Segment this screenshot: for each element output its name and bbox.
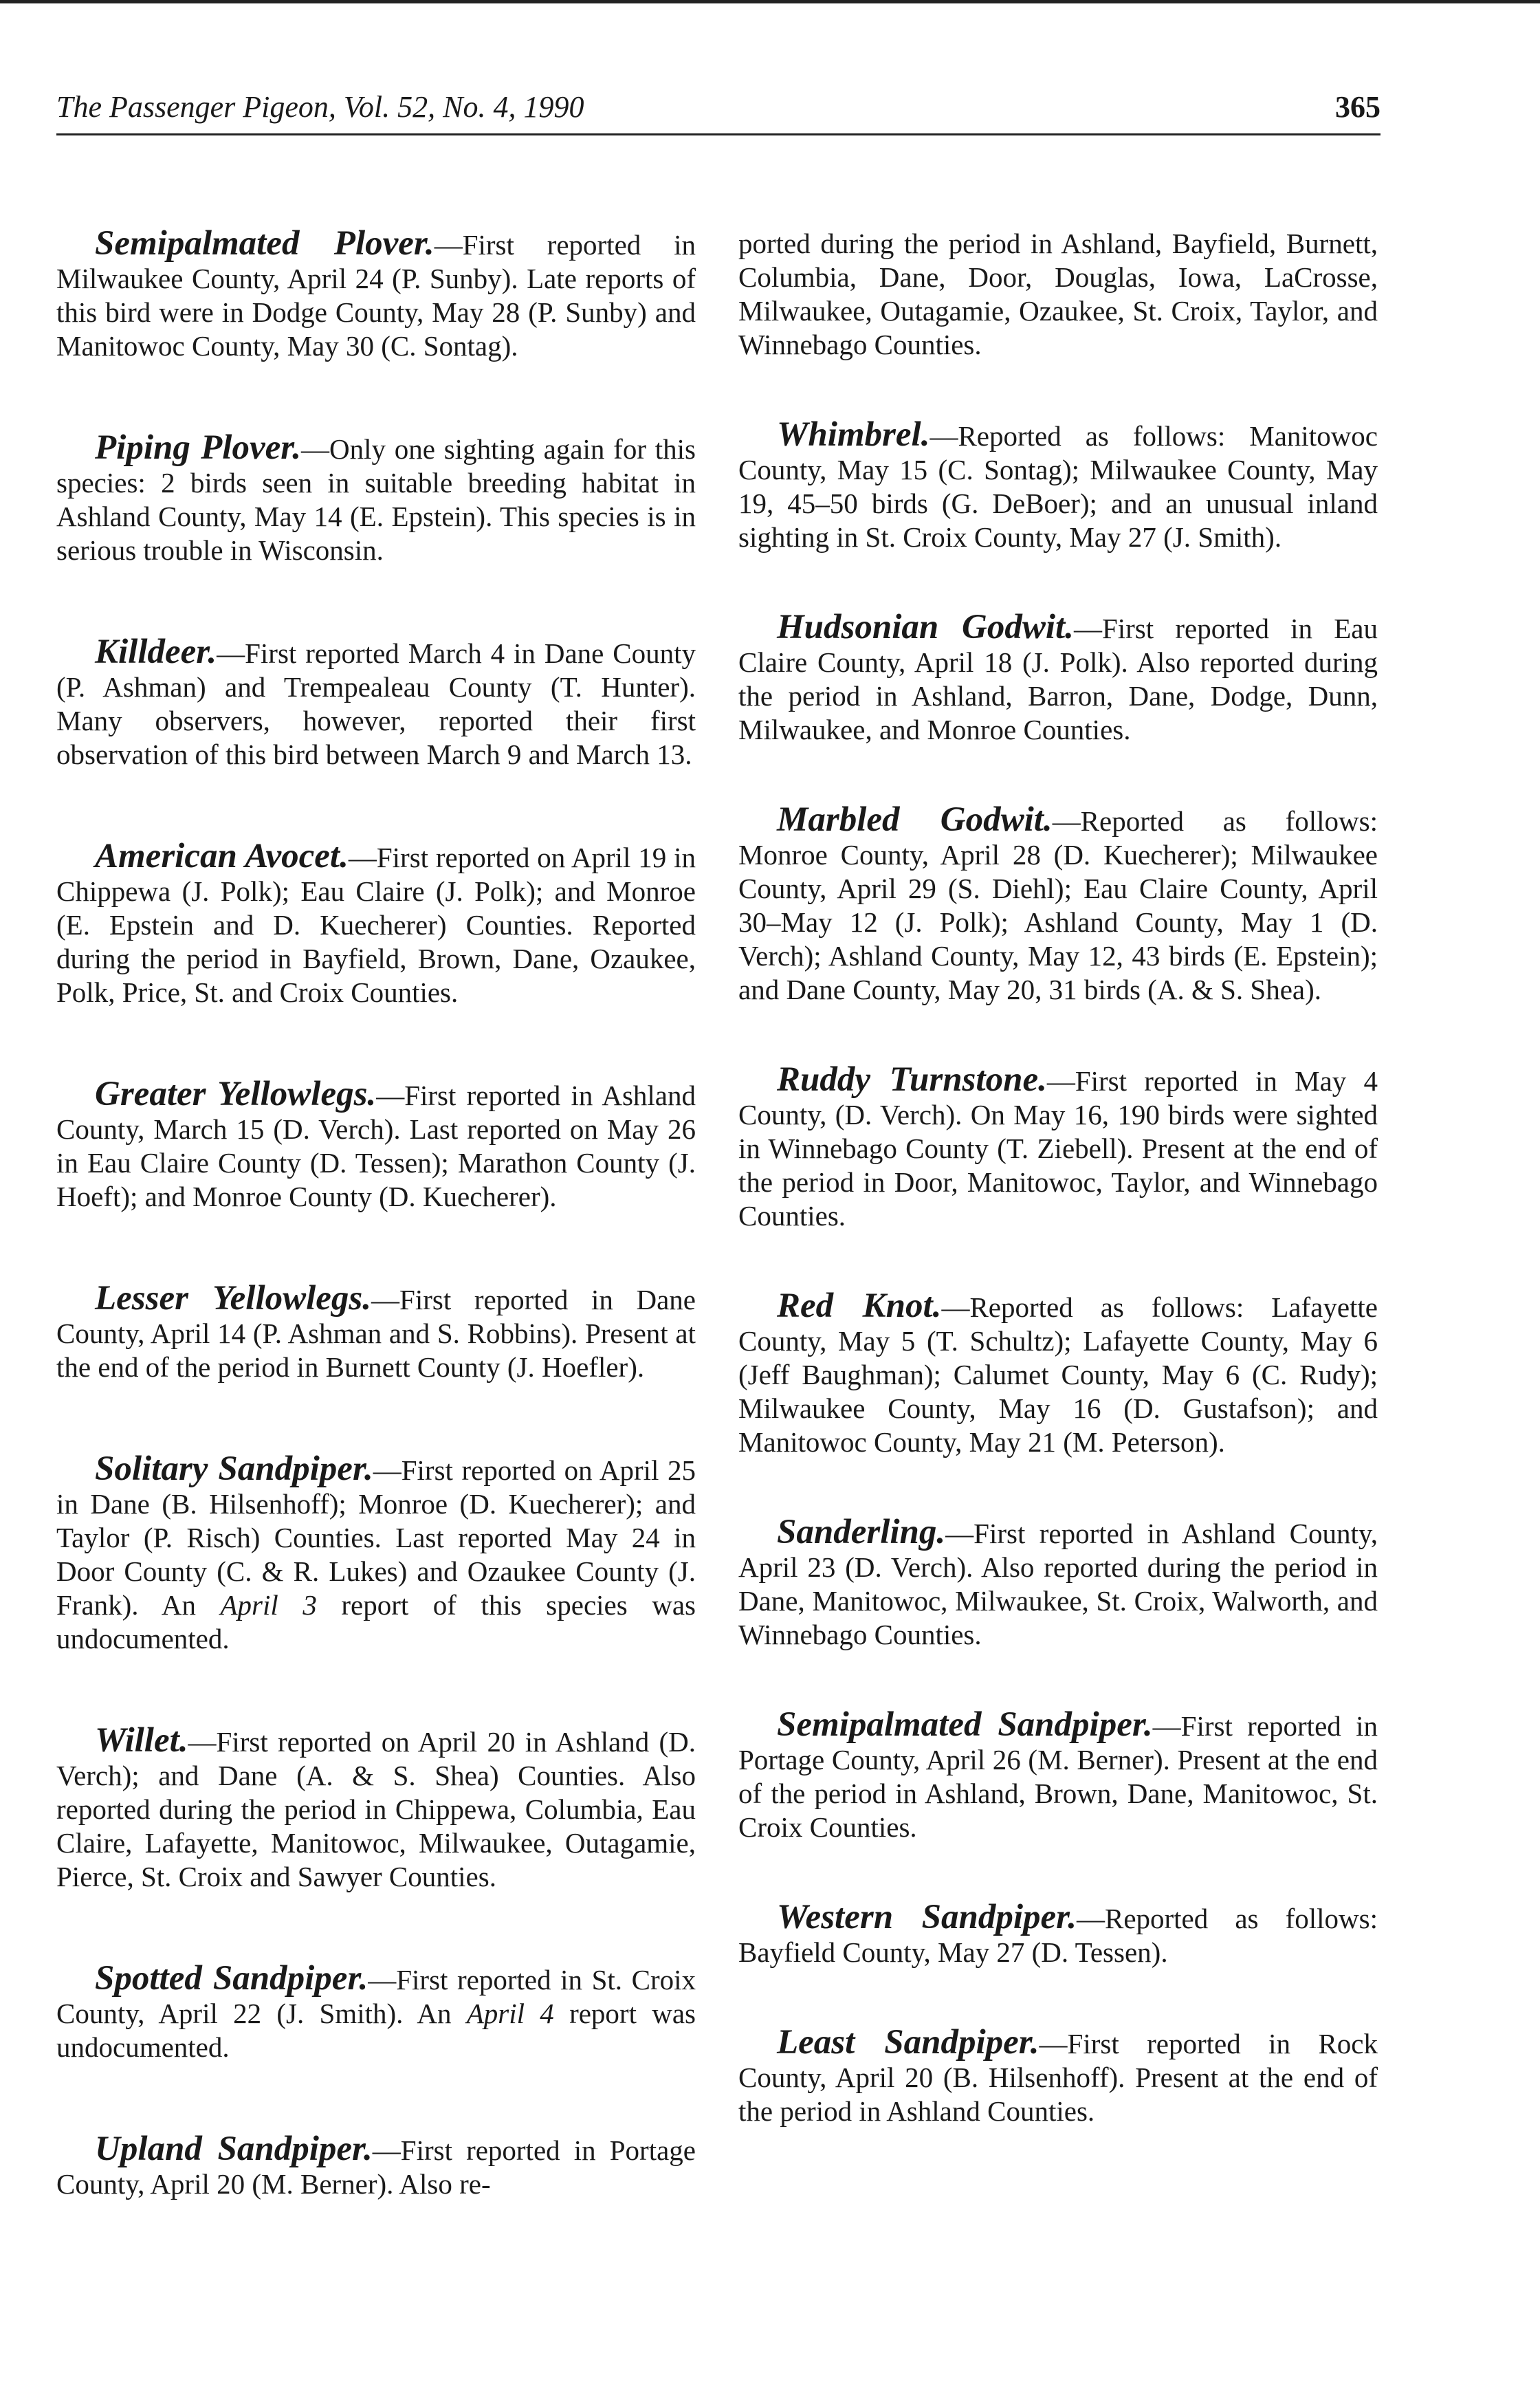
running-head (56, 88, 1380, 133)
species-name: Lesser Yellowlegs. (95, 1279, 372, 1318)
species-entry (738, 1289, 1378, 1459)
species-entry (738, 1898, 1378, 1969)
entry-text: —First reported on April 25 in Dane (B. Hilsenhoff); Monroe (D. Kuecherer); and Taylor (P. Risch) Counties. Last reported May 24 in Door County (C. & R. Lukes) and Ozaukee County (J. Frank). An (56, 1454, 696, 1621)
species-name: Upland Sandpiper. (95, 2130, 373, 2168)
entry-text: ported during the period in Ashland, Bayfield, Burnett, Columbia, Dane, Door, Douglas, Iowa, LaCrosse, Milwaukee, Outagamie, Ozaukee, St. Croix, Taylor, and Winnebago Counties. (738, 228, 1378, 360)
top-border-rule (0, 0, 1540, 3)
entry-text: —First reported in Ashland County, April 23 (D. Verch). Also reported during the period in Dane, Manitowoc, Milwaukee, St. Croix, Walworth, and Winnebago Counties. (738, 1518, 1378, 1650)
species-name: Solitary Sandpiper. (95, 1450, 373, 1488)
left-column (56, 224, 696, 2269)
species-name: Ruddy Turnstone. (777, 1060, 1047, 1099)
species-name: Semipalmated Sandpiper. (777, 1705, 1153, 1744)
species-name: Sanderling. (777, 1513, 946, 1551)
species-entry (738, 1060, 1378, 1233)
entry-text: —First reported on April 20 in Ashland (D. Verch); and Dane (A. & S. Shea) Counties. Also reported during the period in Chippewa, Columbia, Eau Claire, Lafayette, Manitowoc, Milwaukee, Outagamie, Pierce, St. Croix and Sawyer Counties. (56, 1726, 696, 1892)
header-rule (56, 133, 1380, 135)
species-name: Marbled Godwit. (777, 800, 1053, 839)
species-name: Greater Yellowlegs. (95, 1075, 377, 1113)
entry-text: —Reported as follows: Monroe County, April 28 (D. Kuecherer); Milwaukee County, April 29 (S. Diehl); Eau Claire County, April 30–May 12 (J. Polk); Ashland County, May 1 (D. Verch); Ashland County, May 12, 43 birds (E. Epstein); and Dane County, May 20, 31 birds (A. & S. Shea). (738, 805, 1378, 1005)
species-name: Semipalmated Plover. (95, 224, 434, 263)
journal-title: The Passenger Pigeon, Vol. 52, No. 4, 1990 (56, 90, 584, 124)
species-name: Whimbrel. (777, 415, 930, 454)
species-entry (56, 1452, 696, 1656)
species-name: Western Sandpiper. (777, 1898, 1077, 1936)
species-name: Red Knot. (777, 1287, 942, 1325)
species-entry (56, 1075, 696, 1214)
entry-text: —First reported March 4 in Dane County (P. Ashman) and Trempealeau County (T. Hunter). Many observers, however, reported their first observation of this bird between March 9 and March 13. (56, 637, 696, 770)
italic-date: April 3 (220, 1589, 317, 1621)
species-entry (56, 1279, 696, 1384)
species-name: Hudsonian Godwit. (777, 608, 1074, 646)
species-entry (56, 224, 696, 363)
species-entry (738, 227, 1378, 362)
species-entry (738, 2023, 1378, 2128)
species-entry (738, 800, 1378, 1007)
right-column (738, 227, 1378, 2185)
species-name: Killdeer. (95, 633, 217, 671)
species-name: Piping Plover. (95, 428, 301, 467)
entry-text: —First reported on April 19 in Chippewa (J. Polk); Eau Claire (J. Polk); and Monroe (E. Epstein and D. Kuecherer) Counties. Reported during the period in Bayfield, Brown, Dane, Ozaukee, Polk, Price, St. and Croix Counties. (56, 842, 696, 1008)
species-entry (56, 635, 696, 772)
entry-text: —First reported in Eau Claire County, April 18 (J. Polk). Also reported during the period in Ashland, Barron, Dane, Dodge, Dunn, Milwaukee, and Monroe Counties. (738, 613, 1378, 745)
species-entry (56, 1959, 696, 2064)
entry-text: —Reported as follows: Bayfield County, May 27 (D. Tessen). (738, 1903, 1378, 1968)
entry-text: —First reported in Ashland County, March 15 (D. Verch). Last reported on May 26 in Eau Claire County (D. Tessen); Marathon County (J. Hoeft); and Monroe County (D. Kuecherer). (56, 1080, 696, 1212)
entry-text: —First reported in May 4 County, (D. Verch). On May 16, 190 birds were sighted in Winnebago County (T. Ziebell). Present at the end of the period in Door, Manitowoc, Taylor, and Winnebago Counties. (738, 1065, 1378, 1232)
species-name: Spotted Sandpiper. (95, 1959, 368, 1998)
species-name: Least Sandpiper. (777, 2023, 1040, 2062)
entry-text: —First reported in Portage County, April 26 (M. Berner). Present at the end of the period in Ashland, Brown, Dane, Manitowoc, St. Croix Counties. (738, 1710, 1378, 1843)
species-entry (56, 428, 696, 567)
italic-date: April 4 (466, 1998, 554, 2029)
entry-text: —First reported in Portage County, April 20 (M. Berner). Also re- (56, 2134, 696, 2200)
entry-text: —Only one sighting again for this species: 2 birds seen in suitable breeding habitat in Ashland County, May 14 (E. Epstein). This species is in serious trouble in Wisconsin. (56, 433, 696, 566)
species-entry (738, 415, 1378, 554)
entry-text: —First reported in Milwaukee County, April 24 (P. Sunby). Late reports of this bird were in Dodge County, May 28 (P. Sunby) and Manitowoc County, May 30 (C. Sontag). (56, 229, 696, 362)
species-entry (738, 1705, 1378, 1844)
entry-text: —Reported as follows: Lafayette County, May 5 (T. Schultz); Lafayette County, May 6 (Jeff Baughman); Calumet County, May 6 (C. Rudy); Milwaukee County, May 16 (D. Gustafson); and Manitowoc County, May 21 (M. Peterson). (738, 1291, 1378, 1458)
entry-text-after: report was undocumented. (56, 1998, 696, 2063)
entry-text-after: report of this species was undocumented. (56, 1589, 696, 1654)
entry-text: —First reported in Dane County, April 14 (P. Ashman and S. Robbins). Present at the end of the period in Burnett County (J. Hoefler). (56, 1284, 696, 1383)
species-entry (56, 837, 696, 1009)
species-entry (738, 1513, 1378, 1652)
species-entry (56, 2132, 696, 2201)
entry-text: —First reported in St. Croix County, April 22 (J. Smith). An (56, 1964, 696, 2029)
species-name: Willet. (95, 1721, 188, 1760)
species-name: American Avocet. (95, 837, 349, 875)
species-entry (738, 608, 1378, 747)
page-number: 365 (1335, 90, 1380, 124)
entry-text: —Reported as follows: Manitowoc County, May 15 (C. Sontag); Milwaukee County, May 19, 45–50 birds (G. DeBoer); and an unusual inland sighting in St. Croix County, May 27 (J. Smith). (738, 420, 1378, 553)
species-entry (56, 1721, 696, 1894)
entry-text: —First reported in Rock County, April 20 (B. Hilsenhoff). Present at the end of the period in Ashland Counties. (738, 2028, 1378, 2127)
